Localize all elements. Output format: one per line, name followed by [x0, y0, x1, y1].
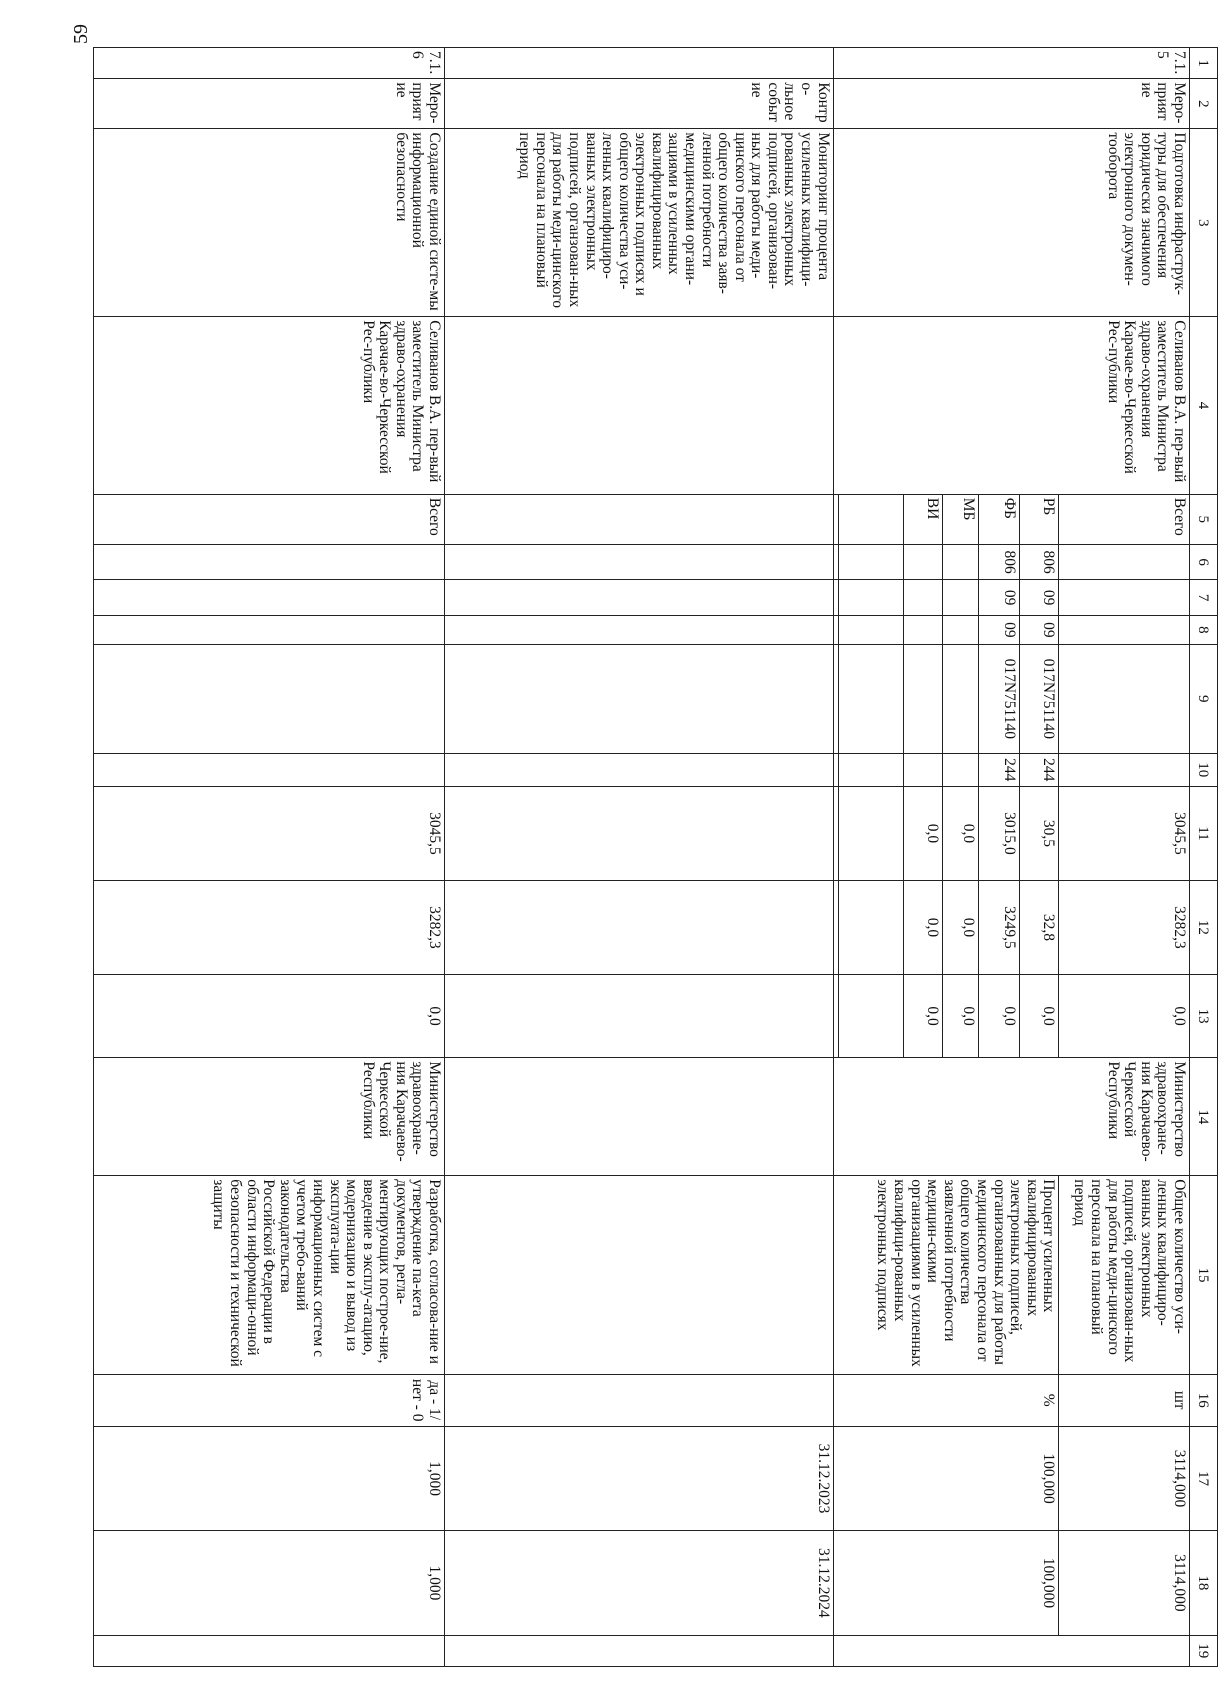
col-5: 5 — [1189, 494, 1217, 544]
executor: Министерство здравоохране-ния Карачаево-Черкесской Республики — [94, 1058, 445, 1176]
amount-y3: 0,0 — [94, 974, 445, 1058]
col-14: 14 — [1189, 1058, 1217, 1176]
activity-name: Создание единой систе-мы информационной безопасности — [94, 129, 445, 317]
amount-total: 3045,5 — [1059, 786, 1190, 880]
amount-y2: 3249,5 — [979, 880, 1020, 974]
page-number: 59 — [70, 24, 92, 44]
indicator: Разработка, согласова-ние и утверждение па-кета документов, регла-ментирующих построе-ние, введение в эксплу-атацию, модернизацию и вывод из эксплуата-ции информационных систем с учетом требо-ваний законодательства Российской Федерации в области информаци-онной безопасности и технической защиты — [94, 1176, 445, 1374]
indicator: Процент усиленных квалифицированных электронных подписей, организованных для работы медицинского персонала от общего количества заявленной потребности медицин-скими организациями в усиленных квалифици-рованных электронных подписях — [833, 1176, 1059, 1374]
responsible-person: Селиванов В.А. пер-вый заместитель Министра здраво-охранения Карачае-во-Черкесской Рес-публики — [833, 317, 1189, 494]
row-number: 7.1.6 — [94, 48, 445, 79]
amount-y3: 0,0 — [942, 974, 979, 1058]
table-row-715-total — [1059, 48, 1190, 1667]
value-2: 3114,000 — [1059, 1531, 1190, 1635]
grbs-code: 806 — [979, 544, 1020, 579]
csr-code: 017N751140 — [979, 645, 1020, 754]
amount-y3: 0,0 — [1059, 974, 1190, 1058]
col-7: 7 — [1189, 580, 1217, 615]
funding-source: МБ — [942, 494, 979, 544]
col-10: 10 — [1189, 753, 1217, 786]
funding-source: Всего — [94, 494, 445, 544]
col-3: 3 — [1189, 129, 1217, 317]
amount-y3: 0,0 — [1020, 974, 1059, 1058]
activity-name: Подготовка инфраструк-туры для обеспечения юридически значимого электронного докумен-тооборота — [833, 129, 1189, 317]
table-row-716 — [94, 48, 445, 1667]
funding-source: РБ — [1020, 494, 1059, 544]
amount-y2: 0,0 — [903, 880, 942, 974]
col-11: 11 — [1189, 786, 1217, 880]
activity-name: Мониторинг процента усиленных квалифици-рованных электронных подписей, организован-ных для работы меди-цинского персонала от общего количества заяв-ленной потребности медицинскими органи-зациями в усиленных квалифицированных электронных подписях и общего количества уси-ленных квалифициро-ванных электронных подписей, органзован-ных для работы меди-цинского персонала на плановый период — [444, 129, 833, 317]
pr-code: 09 — [1020, 615, 1059, 644]
executor: Министерство здравоохране-ния Карачаево-Черкесской Республики — [833, 1058, 1189, 1176]
amount-y2: 3282,3 — [94, 880, 445, 974]
col-9: 9 — [1189, 645, 1217, 754]
rz-code: 09 — [1020, 580, 1059, 615]
control-date-2: 31.12.2024 — [444, 1531, 833, 1635]
col-17: 17 — [1189, 1426, 1217, 1530]
amount-total: 3045,5 — [94, 786, 445, 880]
col-4: 4 — [1189, 317, 1217, 494]
col-1: 1 — [1189, 48, 1217, 79]
amount-total: 30,5 — [1020, 786, 1059, 880]
vr-code: 244 — [979, 753, 1020, 786]
col-19: 19 — [1189, 1635, 1217, 1666]
value-3 — [833, 1635, 1189, 1666]
col-12: 12 — [1189, 880, 1217, 974]
rz-code: 09 — [979, 580, 1020, 615]
col-2: 2 — [1189, 79, 1217, 129]
pr-code: 09 — [979, 615, 1020, 644]
funding-source: ВИ — [903, 494, 942, 544]
amount-y2: 0,0 — [942, 880, 979, 974]
responsible-person: Селиванов В.А. пер-вый заместитель Министра здраво-охранения Карачае-во-Черкесской Рес-публики — [94, 317, 445, 494]
row-type: Меро-приятие — [833, 79, 1189, 129]
rotated-table-sheet — [93, 47, 1218, 1667]
amount-y3: 0,0 — [979, 974, 1020, 1058]
col-8: 8 — [1189, 615, 1217, 644]
funding-source: ФБ — [979, 494, 1020, 544]
amount-y2: 3282,3 — [1059, 880, 1190, 974]
col-13: 13 — [1189, 974, 1217, 1058]
value-1: 100,000 — [833, 1426, 1059, 1530]
amount-total: 3015,0 — [979, 786, 1020, 880]
amount-total: 0,0 — [942, 786, 979, 880]
col-15: 15 — [1189, 1176, 1217, 1374]
grbs-code: 806 — [1020, 544, 1059, 579]
unit: шт — [1059, 1374, 1190, 1426]
value-1: 3114,000 — [1059, 1426, 1190, 1530]
value-2: 1,000 — [94, 1531, 445, 1635]
col-18: 18 — [1189, 1531, 1217, 1635]
col-16: 16 — [1189, 1374, 1217, 1426]
value-1: 1,000 — [94, 1426, 445, 1530]
amount-y2: 32,8 — [1020, 880, 1059, 974]
table-row-control-event — [444, 48, 833, 1667]
indicator: Общее количество уси-ленных квалифициро-ванных электронных подписей, организован-ных для работы меди-цинского персонала на плановый период — [1059, 1176, 1190, 1374]
unit: % — [833, 1374, 1059, 1426]
row-type: Меро-приятие — [94, 79, 445, 129]
funding-source: Всего — [1059, 494, 1190, 544]
value-2: 100,000 — [833, 1531, 1059, 1635]
unit: да - 1/ нет - 0 — [94, 1374, 445, 1426]
program-table — [93, 47, 1218, 1667]
col-6: 6 — [1189, 544, 1217, 579]
control-date-1: 31.12.2023 — [444, 1426, 833, 1530]
row-number: 7.1.5 — [833, 48, 1189, 79]
row-type: Контро-льное событие — [444, 79, 833, 129]
vr-code: 244 — [1020, 753, 1059, 786]
csr-code: 017N751140 — [1020, 645, 1059, 754]
amount-total: 0,0 — [903, 786, 942, 880]
amount-y3: 0,0 — [903, 974, 942, 1058]
column-number-row — [1189, 48, 1217, 1667]
